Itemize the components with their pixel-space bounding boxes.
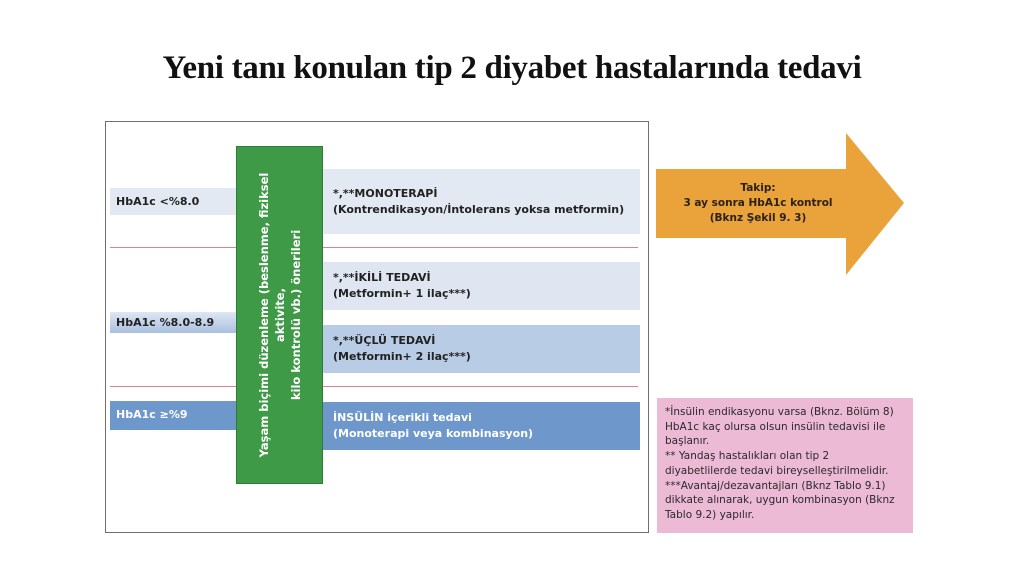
- treatment-detail: (Monoterapi veya kombinasyon): [333, 427, 534, 440]
- treatment-insulin: [323, 402, 640, 450]
- followup-text: [663, 181, 853, 226]
- treatment-triple: [323, 325, 640, 373]
- treatment-title: *,**İKİLİ TEDAVİ: [333, 271, 431, 284]
- footnote-line: *İnsülin endikasyonu varsa (Bknz. Bölüm 8): [665, 406, 894, 418]
- footnote-box: [657, 398, 913, 533]
- treatment-title: *,**ÜÇLÜ TEDAVİ: [333, 334, 436, 347]
- lifestyle-bar: [236, 146, 323, 484]
- lifestyle-line-1: Yaşam biçimi düzenleme (beslenme, fiziksel aktivite,: [256, 172, 287, 458]
- hba1c-level-mid: HbA1c %8.0-8.9: [110, 312, 236, 333]
- treatment-title: İNSÜLİN içerikli tedavi: [333, 411, 472, 424]
- treatment-dual: [323, 262, 640, 310]
- followup-line-2: 3 ay sonra HbA1c kontrol: [683, 197, 833, 209]
- treatment-title: *,**MONOTERAPİ: [333, 186, 438, 200]
- lifestyle-line-2: kilo kontrolü vb.) önerileri: [288, 229, 303, 401]
- lifestyle-text: [256, 155, 304, 475]
- footnote-line: dikkate alınarak, uygun kombinasyon (Bknz: [665, 494, 895, 507]
- footnote-line: başlanır.: [665, 435, 710, 448]
- treatment-detail: (Metformin+ 1 ilaç***): [333, 287, 471, 300]
- divider-line-1: [110, 247, 638, 248]
- footnote-line: HbA1c kaç olursa olsun insülin tedavisi ile: [665, 420, 886, 433]
- footnote-line: diyabetlilerde tedavi bireyselleştirilmelidir.: [665, 464, 889, 477]
- treatment-detail: (Metformin+ 2 ilaç***): [333, 350, 471, 363]
- footnote-line: ** Yandaş hastalıkları olan tip 2: [665, 450, 830, 463]
- hba1c-level-high: HbA1c ≥%9: [110, 401, 236, 430]
- divider-line-2: [110, 386, 638, 387]
- followup-line-3: (Bknz Şekil 9. 3): [709, 212, 807, 224]
- footnote-line: Tablo 9.2) yapılır.: [665, 508, 755, 521]
- footnote-line: ***Avantaj/dezavantajları (Bknz Tablo 9.1): [665, 479, 886, 492]
- treatment-detail: (Kontrendikasyon/İntolerans yoksa metformin): [333, 202, 625, 216]
- treatment-monotherapy: [323, 169, 640, 234]
- slide-title: Yeni tanı konulan tip 2 diyabet hastalarında tedavi: [162, 50, 862, 86]
- followup-line-1: Takip:: [740, 182, 776, 194]
- hba1c-level-low: HbA1c <%8.0: [110, 188, 236, 215]
